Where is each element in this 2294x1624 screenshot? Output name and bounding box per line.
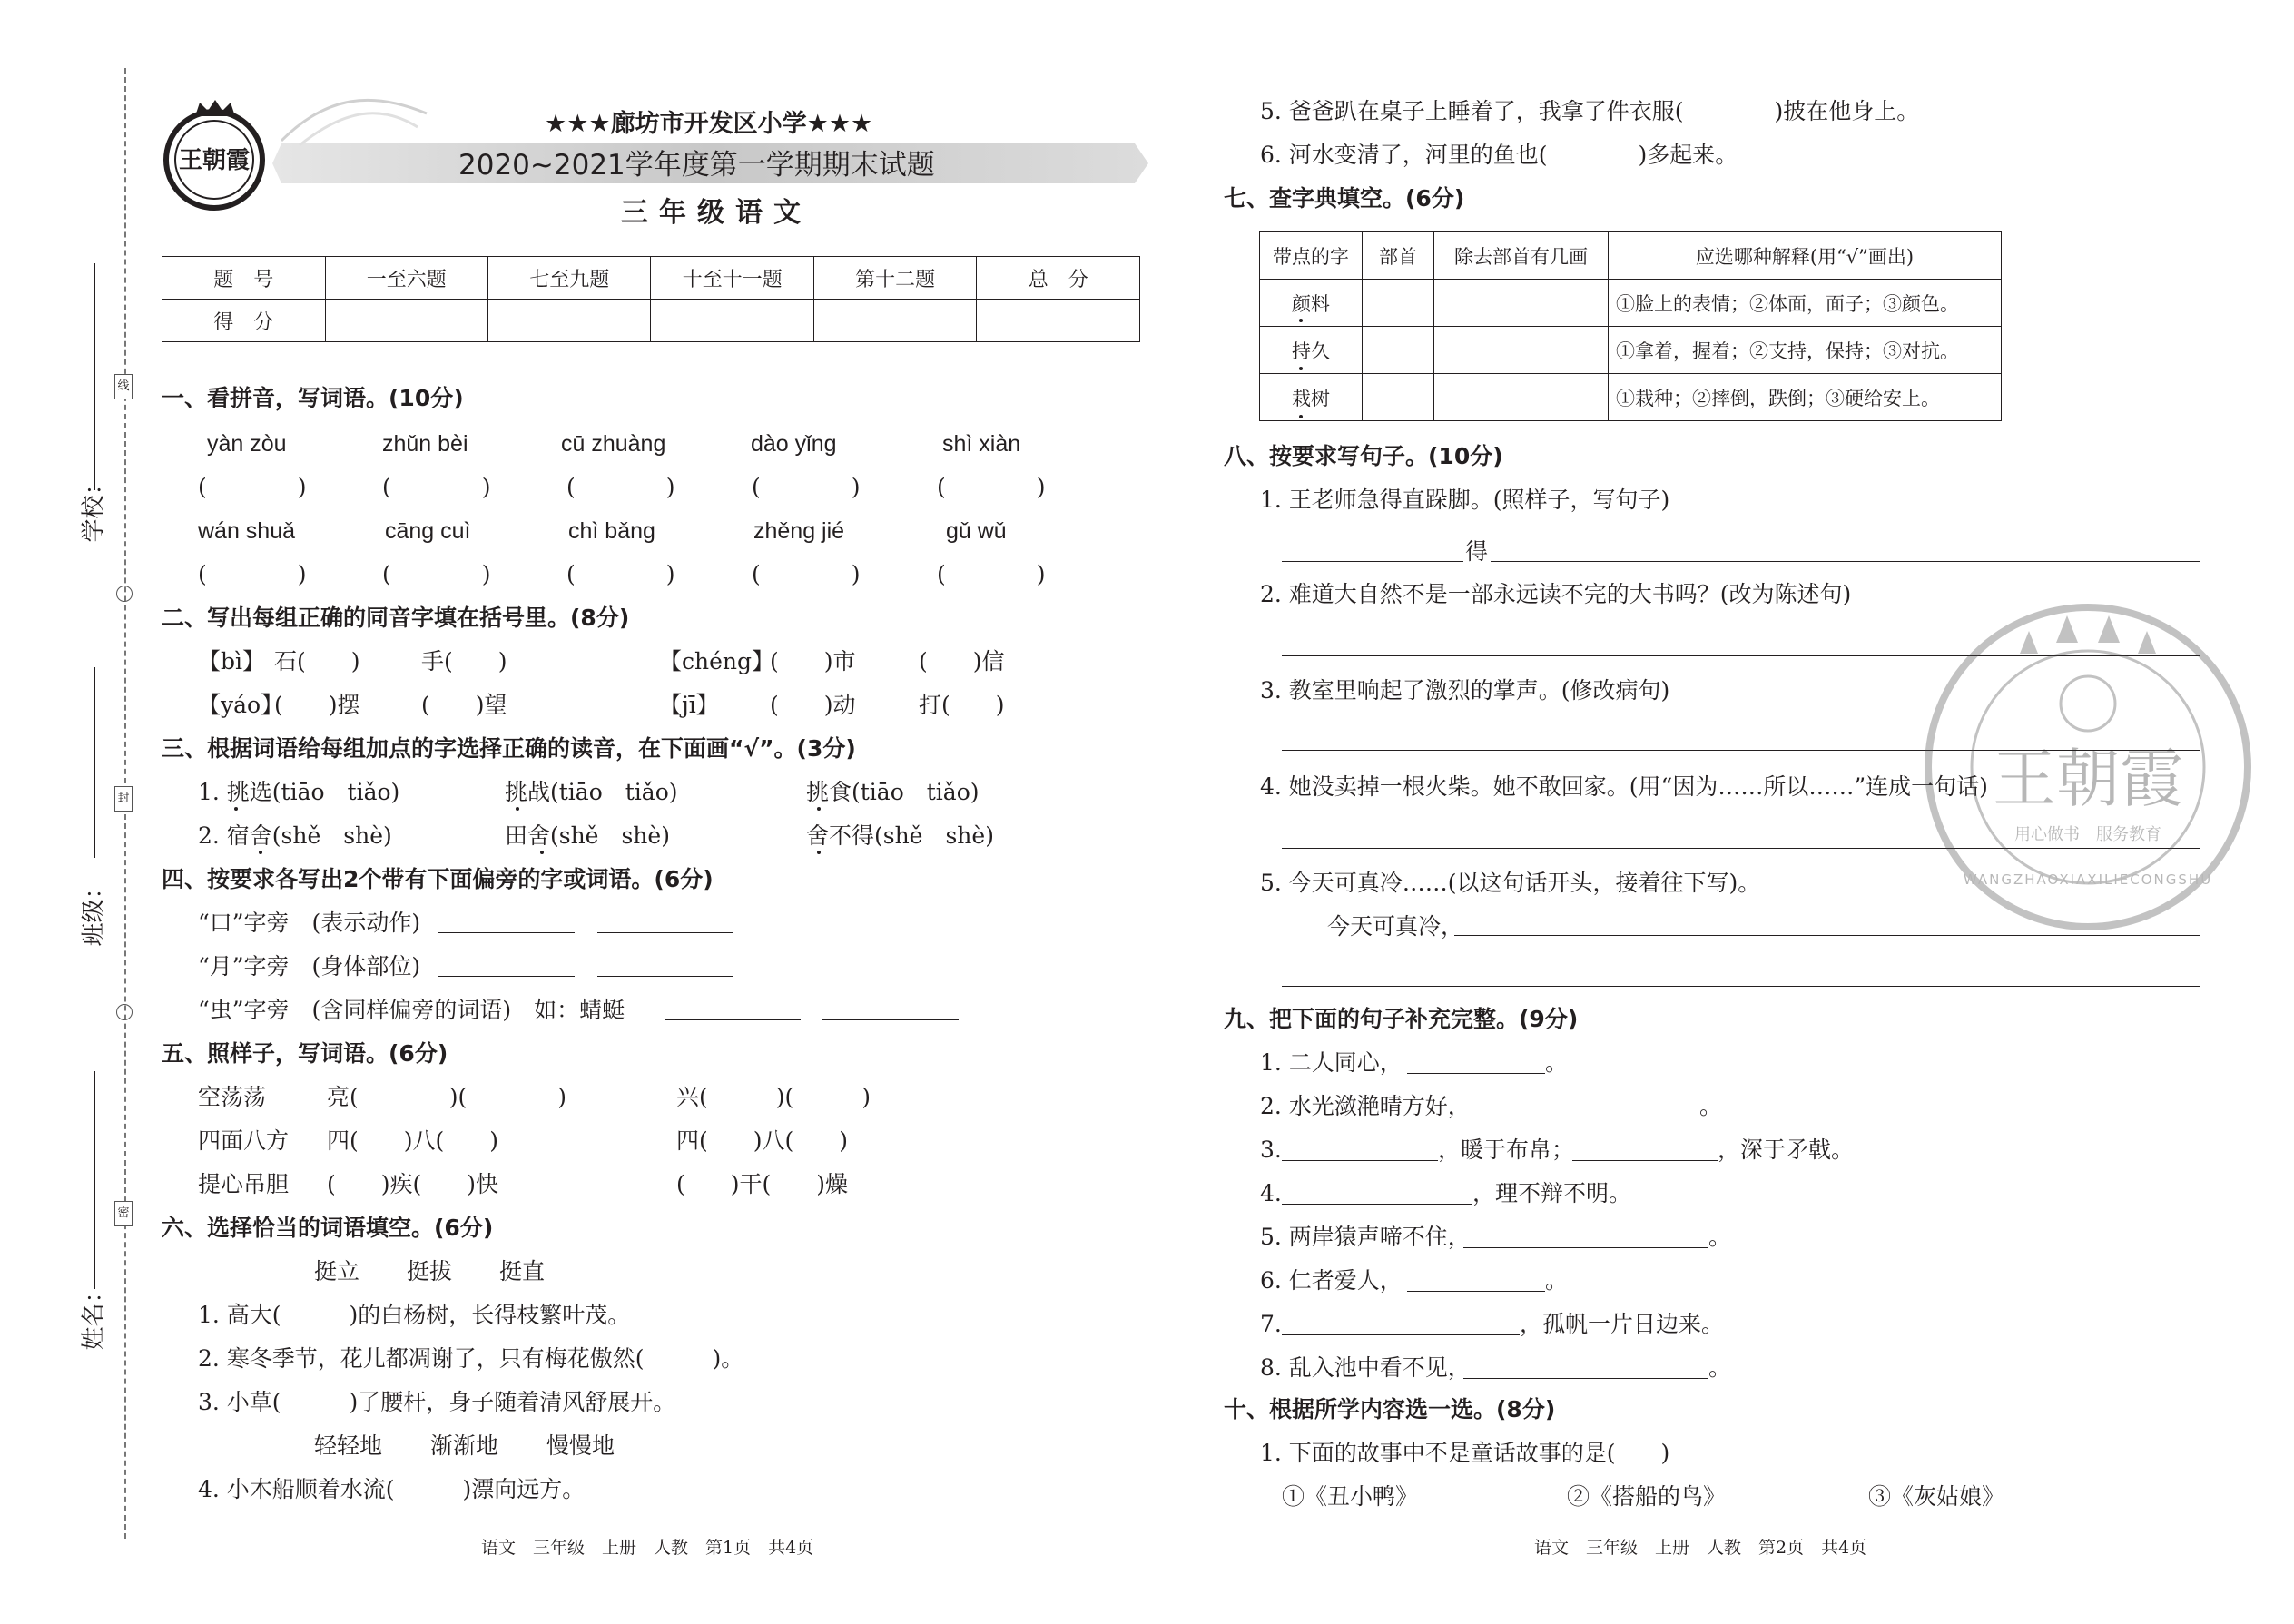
- pinyin: zhěng jié: [753, 518, 845, 544]
- score-row-label: 得 分: [162, 300, 326, 342]
- answer-blank[interactable]: ( ): [937, 474, 1046, 500]
- fill-question[interactable]: 4. 小木船顺着水流( )漂向远方。: [198, 1476, 586, 1502]
- pinyin: cū zhuàng: [561, 431, 666, 457]
- logo-text: 王朝霞: [178, 147, 250, 174]
- answer-line[interactable]: [1454, 935, 2200, 936]
- choice-option[interactable]: ②《搭船的鸟》: [1567, 1483, 1727, 1510]
- homophone-blank[interactable]: 打( ): [919, 692, 1005, 718]
- choice-option[interactable]: ③《灰姑娘》: [1868, 1483, 2005, 1510]
- homophone-blank[interactable]: ( )信: [919, 648, 1005, 674]
- sentence-question: 3. 教室里响起了激烈的掌声。(修改病句): [1260, 677, 1670, 704]
- dict-header: 带点的字: [1260, 232, 1363, 280]
- answer-line[interactable]: [1282, 1204, 1472, 1205]
- seal-mark-close: 密: [114, 1201, 133, 1226]
- choice-question[interactable]: 1. 下面的故事中不是童话故事的是( ): [1260, 1440, 1670, 1466]
- answer-blank[interactable]: ( ): [382, 561, 491, 587]
- watermark-name: 王朝霞: [1993, 742, 2183, 816]
- pinyin: cāng cuì: [385, 518, 471, 544]
- fill-question[interactable]: 1. 高大( )的白杨树，长得枝繁叶茂。: [198, 1302, 631, 1328]
- fill-question[interactable]: 5. 爸爸趴在桌子上睡着了，我拿了件衣服( )披在他身上。: [1260, 98, 1920, 124]
- answer-blank[interactable]: ( ): [198, 561, 307, 587]
- section-1-title: 一、看拼音，写词语。(10分): [162, 385, 464, 411]
- pattern-blank[interactable]: 兴( )( ): [676, 1084, 871, 1110]
- homophone-pinyin: 【bì】: [198, 648, 265, 674]
- sentence-start: 今天可真冷，: [1327, 913, 1464, 940]
- answer-line[interactable]: [1282, 986, 2200, 987]
- poem-line: ，孤帆一片日边来。: [1520, 1311, 1725, 1337]
- score-cell[interactable]: [651, 300, 813, 342]
- emphasis-dot: [1299, 319, 1303, 322]
- answer-blank[interactable]: ( ): [566, 561, 675, 587]
- poem-end: 。: [1708, 1224, 1732, 1250]
- pinyin: zhǔn bèi: [382, 431, 468, 457]
- poem-line: 7.: [1260, 1311, 1282, 1337]
- reading-choice[interactable]: 舍不得(shě shè): [806, 822, 994, 849]
- radical-prompt: “口”字旁 (表示动作): [198, 910, 421, 936]
- pattern-blank[interactable]: 四( )八( ): [327, 1127, 499, 1154]
- answer-blank[interactable]: ( ): [198, 474, 307, 500]
- section-5-title: 五、照样子，写词语。(6分): [162, 1040, 448, 1067]
- choice-option[interactable]: ①《丑小鸭》: [1282, 1483, 1419, 1510]
- dict-header: 除去部首有几画: [1434, 232, 1609, 280]
- dict-meaning[interactable]: ①栽种；②摔倒，跌倒；③硬给安上。: [1609, 374, 2002, 421]
- dict-header: 应选哪种解释(用“√”画出): [1609, 232, 2002, 280]
- school-name: ★★★廊坊市开发区小学★★★: [545, 110, 873, 138]
- poem-line: 2. 水光潋滟晴方好，: [1260, 1093, 1471, 1119]
- pattern-example: 空荡荡: [198, 1084, 267, 1110]
- section-10-title: 十、根据所学内容选一选。(8分): [1224, 1396, 1556, 1422]
- pattern-example: 提心吊胆: [198, 1171, 290, 1197]
- fill-question[interactable]: 6. 河水变清了，河里的鱼也( )多起来。: [1260, 142, 1738, 168]
- fill-question[interactable]: 2. 寒冬季节，花儿都凋谢了，只有梅花傲然( )。: [198, 1345, 744, 1372]
- reading-choice[interactable]: 田舍(shě shè): [505, 822, 670, 849]
- answer-line[interactable]: [597, 932, 733, 933]
- section-9-title: 九、把下面的句子补充完整。(9分): [1224, 1006, 1579, 1032]
- sentence-question: 5. 今天可真冷……(以这句话开头，接着往下写)。: [1260, 870, 1761, 896]
- dictionary-table: [1259, 231, 2002, 421]
- poem-line: 4.: [1260, 1180, 1282, 1206]
- poem-line: 3.: [1260, 1137, 1282, 1163]
- reading-choice[interactable]: 挑战(tiāo tiǎo): [505, 779, 678, 805]
- reading-choice[interactable]: 1. 挑选(tiāo tiǎo): [198, 779, 400, 805]
- answer-blank[interactable]: ( ): [752, 474, 861, 500]
- name-label: 姓名：: [80, 1279, 108, 1351]
- pattern-blank[interactable]: 四( )八( ): [676, 1127, 849, 1154]
- dict-cell[interactable]: [1363, 374, 1434, 421]
- homophone-blank[interactable]: ( )动: [770, 692, 856, 718]
- dict-header: 部首: [1363, 232, 1434, 280]
- page-footer-left: 语文 三年级 上册 人教 第1页 共4页: [481, 1538, 814, 1558]
- pinyin: gǔ wǔ: [946, 518, 1007, 544]
- pattern-blank[interactable]: ( )干( )燥: [676, 1171, 849, 1197]
- section-6-title: 六、选择恰当的词语填空。(6分): [162, 1215, 494, 1241]
- section-2-title: 二、写出每组正确的同音字填在括号里。(8分): [162, 605, 630, 631]
- answer-line[interactable]: [1282, 1160, 1438, 1161]
- answer-line[interactable]: [665, 1019, 801, 1020]
- word-choice: 慢慢地: [546, 1432, 615, 1459]
- ribbon-swirl: [272, 86, 436, 150]
- pinyin: dào yǐng: [751, 431, 837, 457]
- answer-line[interactable]: [597, 976, 733, 977]
- score-cell[interactable]: [813, 300, 976, 342]
- homophone-blank[interactable]: 石( ): [274, 648, 360, 674]
- school-line: [94, 263, 95, 490]
- reading-choice[interactable]: 挑食(tiāo tiǎo): [806, 779, 980, 805]
- answer-line[interactable]: [1491, 561, 2200, 562]
- dict-cell[interactable]: [1434, 374, 1609, 421]
- dict-cell[interactable]: [1434, 327, 1609, 374]
- binding-hole-icon: [116, 1004, 133, 1020]
- dict-word: 颜料: [1260, 280, 1363, 327]
- crown-icon: [192, 98, 238, 118]
- emphasis-dot: [817, 851, 821, 854]
- word-choice: 轻轻地: [314, 1432, 383, 1459]
- score-header: 题 号: [162, 257, 326, 300]
- answer-line[interactable]: [1282, 1334, 1520, 1335]
- answer-line[interactable]: [438, 932, 575, 933]
- watermark-ring-text: WANGZHAOXIAXILIECONGSHU: [1963, 871, 2213, 888]
- watermark-seal: [1920, 599, 2256, 935]
- seal-mark-seal: 封: [114, 786, 133, 812]
- word-choice: 挺拔: [407, 1258, 453, 1284]
- emphasis-dot: [1299, 415, 1303, 418]
- poem-line: ，深于矛戟。: [1718, 1137, 1855, 1163]
- pattern-blank[interactable]: ( )疾( )快: [327, 1171, 499, 1197]
- answer-line[interactable]: [1463, 1378, 1708, 1379]
- pattern-blank[interactable]: 亮( )( ): [327, 1084, 567, 1110]
- answer-line[interactable]: [438, 976, 575, 977]
- dict-meaning[interactable]: ①脸上的表情；②体面，面子；③颜色。: [1609, 280, 2002, 327]
- homophone-blank[interactable]: ( )市: [770, 648, 856, 674]
- answer-line[interactable]: [822, 1019, 959, 1020]
- pinyin: wán shuǎ: [198, 518, 296, 544]
- score-header: 总 分: [977, 257, 1140, 300]
- school-label: 学校：: [80, 471, 108, 543]
- exam-title: 2020~2021学年度第一学期期末试题: [458, 149, 935, 182]
- score-cell[interactable]: [977, 300, 1140, 342]
- dict-word: 持久: [1260, 327, 1363, 374]
- answer-blank[interactable]: ( ): [937, 561, 1046, 587]
- section-8-title: 八、按要求写句子。(10分): [1224, 443, 1503, 469]
- homophone-pinyin: 【jī】: [659, 692, 719, 718]
- poem-line: 8. 乱入池中看不见，: [1260, 1354, 1471, 1381]
- score-header: 七至九题: [488, 257, 651, 300]
- seal-mark-line: 线: [114, 374, 133, 399]
- binding-hole-icon: [116, 586, 133, 602]
- answer-line[interactable]: [1572, 1160, 1718, 1161]
- pinyin: yàn zòu: [207, 431, 287, 457]
- section-3-title: 三、根据词语给每组加点的字选择正确的读音，在下面画“√”。(3分): [162, 735, 856, 762]
- name-line: [94, 1071, 95, 1289]
- answer-line[interactable]: [1407, 1291, 1545, 1292]
- emphasis-dot: [516, 807, 519, 811]
- homophone-blank[interactable]: ( )摆: [274, 692, 360, 718]
- score-cell[interactable]: [325, 300, 487, 342]
- poem-line: ，理不辩不明。: [1472, 1180, 1632, 1206]
- poem-line: 1. 二人同心，: [1260, 1049, 1403, 1076]
- dict-cell[interactable]: [1434, 280, 1609, 327]
- poem-end: 。: [1545, 1049, 1569, 1076]
- dict-meaning[interactable]: ①拿着，握着；②支持，保持；③对抗。: [1609, 327, 2002, 374]
- emphasis-dot: [540, 851, 544, 854]
- word-choice: 挺直: [499, 1258, 546, 1284]
- pinyin: shì xiàn: [942, 431, 1021, 457]
- poem-end: 。: [1708, 1354, 1732, 1381]
- section-7-title: 七、查字典填空。(6分): [1224, 185, 1465, 212]
- homophone-blank[interactable]: ( )望: [421, 692, 507, 718]
- answer-line[interactable]: [1282, 561, 1463, 562]
- score-cell[interactable]: [488, 300, 651, 342]
- class-line: [94, 667, 95, 858]
- page-footer-right: 语文 三年级 上册 人教 第2页 共4页: [1534, 1538, 1867, 1558]
- answer-blank[interactable]: ( ): [566, 474, 675, 500]
- poem-line: 6. 仁者爱人，: [1260, 1267, 1403, 1294]
- answer-line[interactable]: [1407, 1073, 1545, 1074]
- homophone-blank[interactable]: 手( ): [421, 648, 507, 674]
- poem-line: 5. 两岸猿声啼不住，: [1260, 1224, 1471, 1250]
- answer-blank[interactable]: ( ): [752, 561, 861, 587]
- pinyin: chì bǎng: [568, 518, 655, 544]
- sentence-question: 4. 她没卖掉一根火柴。她不敢回家。(用“因为……所以……”连成一句话): [1260, 773, 1988, 800]
- publisher-logo: [163, 109, 265, 211]
- emphasis-dot: [817, 807, 821, 811]
- emphasis-dot: [259, 851, 262, 854]
- word-choice: 挺立: [314, 1258, 360, 1284]
- score-header: 第十二题: [813, 257, 976, 300]
- dict-cell[interactable]: [1363, 327, 1434, 374]
- poem-end: 。: [1699, 1093, 1723, 1119]
- emphasis-dot: [1299, 367, 1303, 370]
- homophone-pinyin: 【chéng】: [659, 648, 775, 674]
- answer-line[interactable]: [1463, 1247, 1708, 1248]
- sentence-de: 得: [1465, 538, 1489, 565]
- score-header: 十至十一题: [651, 257, 813, 300]
- sentence-question: 2. 难道大自然不是一部永远读不完的大书吗？(改为陈述句): [1260, 581, 1852, 607]
- reading-choice[interactable]: 2. 宿舍(shě shè): [198, 822, 392, 849]
- homophone-pinyin: 【yáo】: [198, 692, 284, 718]
- watermark-slogan: 用心做书 服务教育: [2014, 825, 2161, 844]
- section-4-title: 四、按要求各写出2个带有下面偏旁的字或词语。(6分): [162, 866, 714, 892]
- radical-prompt: “月”字旁 (身体部位): [198, 953, 421, 979]
- answer-blank[interactable]: ( ): [382, 474, 491, 500]
- poem-end: 。: [1545, 1267, 1569, 1294]
- poem-line: ，暖于布帛；: [1438, 1137, 1575, 1163]
- emphasis-dot: [234, 807, 238, 811]
- fill-question[interactable]: 3. 小草( )了腰杆，身子随着清风舒展开。: [198, 1389, 676, 1415]
- score-table: [162, 256, 1140, 342]
- radical-prompt: “虫”字旁 (含同样偏旁的词语) 如：蜻蜓: [198, 997, 625, 1023]
- word-choice: 渐渐地: [430, 1432, 499, 1459]
- exam-subject: 三年级语文: [621, 197, 812, 229]
- dict-word: 栽树: [1260, 374, 1363, 421]
- sentence-question: 1. 王老师急得直跺脚。(照样子，写句子): [1260, 487, 1670, 513]
- class-label: 班级：: [80, 875, 108, 947]
- pattern-example: 四面八方: [198, 1127, 290, 1154]
- score-header: 一至六题: [325, 257, 487, 300]
- dict-cell[interactable]: [1363, 280, 1434, 327]
